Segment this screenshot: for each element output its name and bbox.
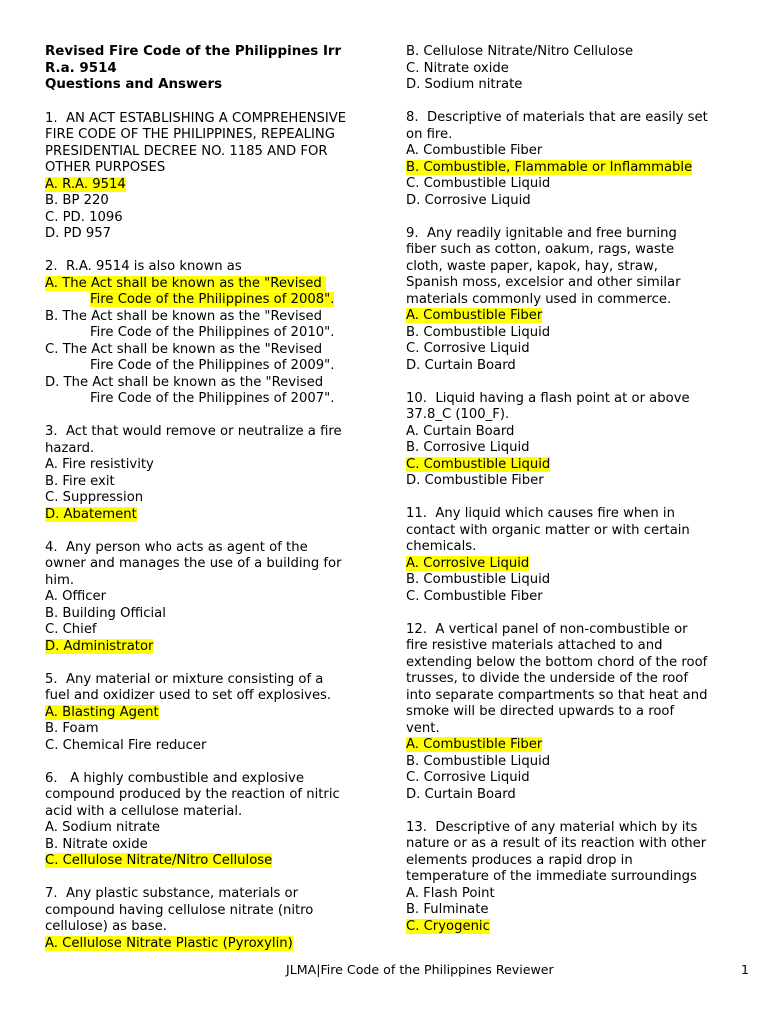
line-text: 13. Descriptive of any material which by its — [406, 819, 698, 835]
answer-line-highlighted — [45, 936, 375, 953]
highlighted-text: A. Combustible Fiber — [406, 308, 543, 323]
right-column — [406, 44, 731, 952]
line-text: 9. Any readily ignitable and free burning — [406, 225, 677, 241]
highlighted-text: Fire Code of the Philippines of 2008". — [90, 292, 335, 307]
text-line — [406, 638, 731, 655]
line-text: C. The Act shall be known as the "Revised — [45, 341, 323, 357]
text-line — [45, 672, 375, 689]
text-line — [406, 473, 731, 490]
text-line — [45, 573, 375, 590]
text-line — [45, 589, 375, 606]
answer-line-highlighted — [45, 276, 375, 293]
text-line — [406, 44, 731, 61]
line-text: 7. Any plastic substance, materials or — [45, 886, 299, 901]
text-line — [406, 242, 731, 259]
highlighted-text: A. Corrosive Liquid — [406, 555, 530, 571]
line-text: 3. Act that would remove or neutralize a fire — [45, 424, 342, 439]
highlighted-text: A. Cellulose Nitrate Plastic (Pyroxylin) — [45, 935, 293, 951]
line-text: D. Combustible Fiber — [406, 473, 544, 488]
line-text: 37.8_C (100_F). — [406, 407, 510, 422]
line-text: B. Combustible Liquid — [406, 324, 551, 340]
text-line — [406, 589, 731, 606]
text-line — [406, 836, 731, 853]
line-text: D. Corrosive Liquid — [406, 192, 531, 208]
line-text: cellulose) as base. — [45, 919, 167, 934]
text-line — [406, 424, 731, 441]
text-line — [45, 160, 375, 177]
question-block — [406, 226, 731, 375]
text-line — [45, 474, 375, 491]
text-line — [45, 144, 375, 161]
title-line-3: Questions and Answers — [45, 77, 223, 92]
line-text: C. Combustible Liquid — [406, 176, 551, 191]
question-block — [406, 622, 731, 804]
line-text: nature or as a result of its reaction with other — [406, 836, 707, 851]
question-block — [45, 111, 375, 243]
line-text: 4. Any person who acts as agent of the — [45, 539, 308, 555]
question-block — [406, 506, 731, 605]
text-line — [406, 391, 731, 408]
text-line — [45, 210, 375, 227]
text-line — [406, 325, 731, 342]
text-line — [406, 440, 731, 457]
line-text: D. Curtain Board — [406, 786, 516, 802]
highlighted-text: D. Administrator — [45, 638, 154, 654]
line-text: him. — [45, 572, 75, 588]
text-line — [406, 572, 731, 589]
line-text: compound having cellulose nitrate (nitro — [45, 902, 314, 918]
line-text: contact with organic matter or with certain — [406, 522, 690, 538]
text-line — [45, 886, 375, 903]
text-line — [45, 111, 375, 128]
answer-line-highlighted — [45, 639, 375, 656]
line-text: fire resistive materials attached to and — [406, 638, 663, 653]
text-line — [45, 556, 375, 573]
text-line — [45, 457, 375, 474]
text-line — [406, 902, 731, 919]
line-text: compound produced by the reaction of nitric — [45, 787, 340, 802]
question-block — [406, 820, 731, 936]
line-text: 12. A vertical panel of non-combustible or — [406, 621, 688, 637]
line-text: C. Chemical Fire reducer — [45, 737, 207, 753]
line-text: B. Foam — [45, 721, 99, 736]
line-text: FIRE CODE OF THE PHILIPPINES, REPEALING — [45, 127, 335, 142]
text-line — [406, 770, 731, 787]
text-line — [406, 358, 731, 375]
line-text: C. Chief — [45, 622, 97, 637]
text-line — [45, 127, 375, 144]
answer-line-highlighted — [45, 507, 375, 524]
line-text: 6. A highly combustible and explosive — [45, 770, 304, 786]
answer-line-highlighted — [406, 919, 731, 936]
answer-line-highlighted — [406, 308, 731, 325]
line-text: B. Fulminate — [406, 902, 489, 917]
line-text: on fire. — [406, 126, 453, 142]
text-line — [406, 655, 731, 672]
text-line — [45, 820, 375, 837]
highlighted-text: A. The Act shall be known as the "Revised — [45, 275, 326, 291]
text-line — [45, 193, 375, 210]
text-line — [406, 226, 731, 243]
text-line — [45, 391, 375, 408]
line-text: 1. AN ACT ESTABLISHING A COMPREHENSIVE — [45, 110, 347, 126]
text-line — [45, 787, 375, 804]
line-text: elements produces a rapid drop in — [406, 852, 633, 868]
line-text: A. Sodium nitrate — [45, 820, 161, 835]
text-line — [406, 787, 731, 804]
question-block — [406, 44, 731, 94]
line-text: C. PD. 1096 — [45, 209, 123, 225]
highlighted-text: C. Cryogenic — [406, 918, 490, 934]
line-text: hazard. — [45, 440, 95, 456]
line-text: 8. Descriptive of materials that are easily set — [406, 110, 708, 125]
line-text: owner and manages the use of a building for — [45, 556, 342, 571]
question-block — [45, 424, 375, 523]
text-line — [45, 738, 375, 755]
line-text: C. Combustible Fiber — [406, 588, 543, 604]
footer-text: JLMA|Fire Code of the Philippines Reviewer — [286, 962, 554, 977]
text-line — [45, 804, 375, 821]
text-line — [45, 309, 375, 326]
highlighted-text: A. Blasting Agent — [45, 704, 159, 720]
question-block — [406, 110, 731, 209]
line-text: fiber such as cotton, oakum, rags, waste — [406, 242, 675, 257]
highlighted-text: A. Combustible Fiber — [406, 737, 543, 752]
line-text: 5. Any material or mixture consisting of a — [45, 671, 324, 687]
text-line — [406, 886, 731, 903]
line-text: PRESIDENTIAL DECREE NO. 1185 AND FOR — [45, 143, 328, 159]
text-line — [45, 919, 375, 936]
answer-line-highlighted — [45, 853, 375, 870]
answer-line-highlighted — [406, 737, 731, 754]
title-line-1: Revised Fire Code of the Philippines Irr — [45, 44, 342, 59]
document-title — [45, 44, 375, 94]
left-column — [45, 44, 375, 969]
line-text: acid with a cellulose material. — [45, 803, 243, 819]
line-text: B. Combustible Liquid — [406, 572, 551, 587]
line-text: D. The Act shall be known as the "Revised — [45, 374, 324, 390]
line-text: C. Nitrate oxide — [406, 60, 509, 76]
highlighted-text: A. R.A. 9514 — [45, 176, 126, 192]
text-line — [45, 606, 375, 623]
text-line — [45, 375, 375, 392]
line-text: Spanish moss, excelsior and other similar — [406, 275, 681, 290]
question-block — [45, 886, 375, 952]
text-line — [406, 193, 731, 210]
line-text: vent. — [406, 720, 440, 736]
line-text: Fire Code of the Philippines of 2007". — [90, 391, 335, 406]
question-block — [406, 391, 731, 490]
line-text: B. Fire exit — [45, 473, 115, 489]
text-line — [406, 341, 731, 358]
text-line — [406, 671, 731, 688]
text-line — [406, 77, 731, 94]
highlighted-text: D. Abatement — [45, 506, 137, 522]
text-line — [406, 539, 731, 556]
line-text: smoke will be directed upwards to a roof — [406, 704, 675, 719]
text-line — [406, 853, 731, 870]
line-text: D. Sodium nitrate — [406, 77, 523, 92]
line-text: D. Curtain Board — [406, 357, 516, 373]
text-line — [406, 275, 731, 292]
highlighted-text: C. Cellulose Nitrate/Nitro Cellulose — [45, 853, 273, 868]
line-text: C. Suppression — [45, 490, 144, 505]
line-text: A. Fire resistivity — [45, 457, 154, 472]
line-text: 10. Liquid having a flash point at or above — [406, 390, 690, 406]
text-line — [406, 259, 731, 276]
line-text: B. The Act shall be known as the "Revised — [45, 308, 323, 324]
text-line — [406, 61, 731, 78]
text-line — [406, 688, 731, 705]
line-text: Fire Code of the Philippines of 2010". — [90, 325, 335, 340]
text-line — [45, 424, 375, 441]
answer-line-highlighted — [406, 457, 731, 474]
line-text: materials commonly used in commerce. — [406, 291, 672, 307]
title-line-2: R.a. 9514 — [45, 60, 117, 76]
text-line — [406, 143, 731, 160]
text-line — [45, 837, 375, 854]
line-text: B. BP 220 — [45, 193, 109, 208]
line-text: 11. Any liquid which causes fire when in — [406, 506, 675, 521]
line-text: A. Flash Point — [406, 885, 495, 901]
text-line — [406, 292, 731, 309]
line-text: A. Officer — [45, 589, 107, 604]
text-line — [406, 176, 731, 193]
line-text: Fire Code of the Philippines of 2009". — [90, 358, 335, 373]
text-line — [45, 441, 375, 458]
text-line — [45, 540, 375, 557]
line-text: into separate compartments so that heat and — [406, 687, 708, 703]
text-line — [45, 490, 375, 507]
line-text: D. PD 957 — [45, 226, 112, 241]
line-text: B. Building Official — [45, 605, 166, 621]
text-line — [45, 358, 375, 375]
answer-line-highlighted — [406, 160, 731, 177]
text-line — [406, 869, 731, 886]
line-text: extending below the bottom chord of the roof — [406, 654, 708, 670]
line-text: cloth, waste paper, kapok, hay, straw, — [406, 258, 658, 274]
text-line — [406, 127, 731, 144]
text-line — [406, 721, 731, 738]
answer-line-highlighted — [45, 705, 375, 722]
line-text: B. Corrosive Liquid — [406, 440, 530, 455]
line-text: B. Cellulose Nitrate/Nitro Cellulose — [406, 44, 634, 59]
text-line — [45, 342, 375, 359]
text-line — [406, 523, 731, 540]
text-line — [45, 721, 375, 738]
text-line — [45, 903, 375, 920]
line-text: C. Corrosive Liquid — [406, 341, 530, 356]
text-line — [45, 622, 375, 639]
text-line — [406, 704, 731, 721]
line-text: fuel and oxidizer used to set off explosives. — [45, 688, 332, 703]
line-text: A. Combustible Fiber — [406, 143, 543, 158]
line-text: 2. R.A. 9514 is also known as — [45, 259, 242, 274]
line-text: A. Curtain Board — [406, 423, 515, 439]
text-line — [45, 226, 375, 243]
right-questions — [406, 44, 731, 935]
line-text: temperature of the immediate surroundings — [406, 869, 697, 884]
text-line — [406, 820, 731, 837]
text-line — [406, 754, 731, 771]
line-text: B. Combustible Liquid — [406, 753, 551, 769]
answer-line-highlighted — [406, 556, 731, 573]
highlighted-text: C. Combustible Liquid — [406, 456, 551, 472]
line-text: B. Nitrate oxide — [45, 836, 148, 852]
text-line — [406, 110, 731, 127]
line-text: OTHER PURPOSES — [45, 160, 166, 175]
line-text: trusses, to divide the underside of the roof — [406, 671, 688, 686]
text-line — [406, 506, 731, 523]
question-block — [45, 259, 375, 408]
text-line — [45, 259, 375, 276]
question-block — [45, 771, 375, 870]
line-text: chemicals. — [406, 539, 477, 554]
text-line — [45, 688, 375, 705]
question-block — [45, 672, 375, 755]
answer-line-highlighted — [45, 292, 375, 309]
text-line — [45, 325, 375, 342]
answer-line-highlighted — [45, 177, 375, 194]
highlighted-text: B. Combustible, Flammable or Inflammable — [406, 159, 693, 175]
left-questions — [45, 111, 375, 953]
text-line — [406, 407, 731, 424]
text-line — [406, 622, 731, 639]
question-block — [45, 540, 375, 656]
page-number: 1 — [741, 962, 750, 977]
text-line — [45, 771, 375, 788]
line-text: C. Corrosive Liquid — [406, 770, 530, 785]
